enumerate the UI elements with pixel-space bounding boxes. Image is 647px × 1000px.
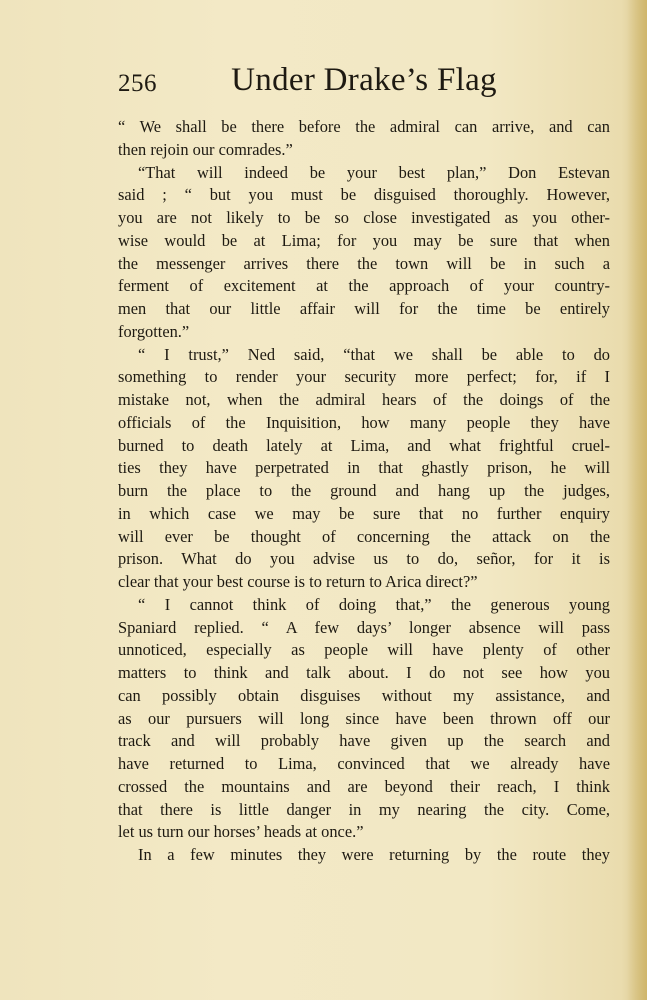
text-line: prison. What do you advise us to do, señor, for it is [118,549,610,569]
text-line: clear that your best course is to return to Arica direct?” [118,572,478,591]
text-line: Spaniard replied. “ A few days’ longer absence will pass [118,617,610,637]
text-line: you are not likely to be so close investigated as you other- [118,208,610,227]
text-line: men that our little affair will for the time be entirely [118,299,610,318]
text-line: that there is little danger in my nearing the city. Come, [118,799,610,819]
text-line: can possibly obtain disguises without my assistance, and [118,685,610,705]
text-line: ties they have perpetrated in that ghastly prison, he will [118,458,610,478]
text-line: then rejoin our comrades.” [118,139,293,159]
text-line: crossed the mountains and are beyond their reach, I think [118,776,610,796]
text-line: matters to think and talk about. I do not see how you [118,663,610,682]
text-line: have returned to Lima, convinced that we already have [118,754,610,773]
text-line: ferment of excitement at the approach of your country- [118,276,610,296]
text-line: burn the place to the ground and hang up the judges, [118,481,610,500]
text-line: “ I cannot think of doing that,” the generous young [138,594,610,614]
text-line: something to render your security more perfect; for, if I [118,367,610,387]
running-head-title: Under Drake’s Flag [231,62,497,98]
text-line: burned to death lately at Lima, and what frightful cruel- [118,435,610,455]
body-text [118,116,610,867]
page-number: 256 [118,70,157,97]
text-line: track and will probably have given up the search and [118,731,610,751]
text-line: “ I trust,” Ned said, “that we shall be able to do [138,344,610,364]
text-line: “ We shall be there before the admiral can arrive, and can [118,117,610,136]
text-line: let us turn our horses’ heads at once.” [118,822,364,842]
page-edge-shadow [627,0,647,1000]
text-line: mistake not, when the admiral hears of the doings of the [118,390,610,409]
text-line: wise would be at Lima; for you may be sure that when [118,230,610,250]
text-line: “That will indeed be your best plan,” Don Estevan [138,162,610,182]
text-line: forgotten.” [118,321,190,341]
text-line: officials of the Inquisition, how many people they have [118,412,610,432]
text-line: In a few minutes they were returning by the route they [138,845,610,864]
text-line: will ever be thought of concerning the attack on the [118,526,610,546]
text-line: as our pursuers will long since have been thrown off our [118,708,610,728]
text-line: the messenger arrives there the town will be in such a [118,253,610,273]
text-line: in which case we may be sure that no further enquiry [118,503,610,523]
text-line: unnoticed, especially as people will have plenty of other [118,640,610,660]
page-header [118,62,610,106]
text-line: said ; “ but you must be disguised thoroughly. However, [118,185,610,205]
